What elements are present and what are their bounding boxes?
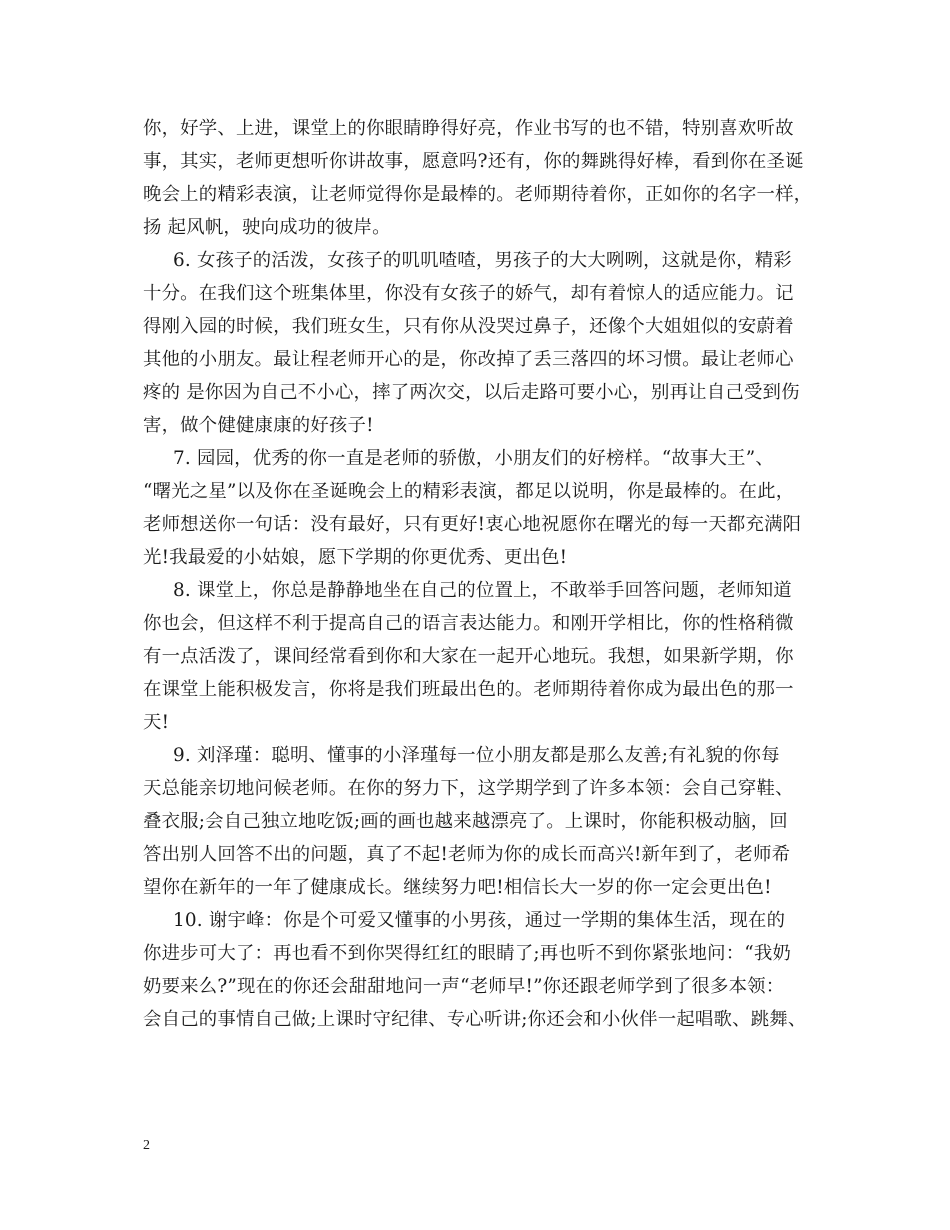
text-line: 疼的 是你因为自己不小心，摔了两次交，以后走路可要小心，别再让自己受到伤 <box>143 382 800 403</box>
document-body <box>143 112 813 1036</box>
text-line: 8. 课堂上，你总是静静地坐在自己的位置上，不敢举手回答问题，老师知道 <box>173 580 792 601</box>
paragraph-6 <box>143 244 813 442</box>
text-line: 答出别人回答不出的问题，真了不起!老师为你的成长而高兴!新年到了，老师希 <box>143 844 791 865</box>
text-line: 叠衣服;会自己独立地吃饭;画的画也越来越漂亮了。上课时，你能积极动脑，回 <box>143 811 788 832</box>
text-line: 6. 女孩子的活泼，女孩子的叽叽喳喳，男孩子的大大咧咧，这就是你，精彩 <box>173 250 792 271</box>
paragraph-8 <box>143 574 813 739</box>
text-line: 7. 园园，优秀的你一直是老师的骄傲，小朋友们的好榜样。“故事大王”、 <box>173 448 774 469</box>
text-line: 天! <box>143 712 170 733</box>
text-line: 光!我最爱的小姑娘，愿下学期的你更优秀、更出色! <box>143 547 568 568</box>
text-line: 9. 刘泽瑾：聪明、懂事的小泽瑾每一位小朋友都是那么友善;有礼貌的你每 <box>173 745 780 766</box>
paragraph-7 <box>143 442 813 574</box>
text-line: 你也会，但这样不利于提高自己的语言表达能力。和刚开学相比，你的性格稍微 <box>143 613 794 634</box>
text-line: 有一点活泼了，课间经常看到你和大家在一起开心地玩。我想，如果新学期，你 <box>143 646 794 667</box>
text-line: 其他的小朋友。最让程老师开心的是，你改掉了丢三落四的坏习惯。最让老师心 <box>143 349 794 370</box>
text-line: 得刚入园的时候，我们班女生，只有你从没哭过鼻子，还像个大姐姐似的安蔚着 <box>143 316 794 337</box>
page-number: 2 <box>143 1138 150 1153</box>
text-line: 害，做个健健康康的好孩子! <box>143 415 374 436</box>
text-line: 天总能亲切地问候老师。在你的努力下，这学期学到了许多本领：会自己穿鞋、 <box>143 778 794 799</box>
text-line: 会自己的事情自己做;上课时守纪律、专心听讲;你还会和小伙伴一起唱歌、跳舞、 <box>143 1009 807 1030</box>
text-line: 十分。在我们这个班集体里，你没有女孩子的娇气，却有着惊人的适应能力。记 <box>143 283 794 304</box>
text-line: 老师想送你一句话：没有最好，只有更好!衷心地祝愿你在曙光的每一天都充满阳 <box>143 514 802 535</box>
text-line: 你，好学、上进，课堂上的你眼睛睁得好亮，作业书写的也不错，特别喜欢听故 <box>143 118 794 139</box>
text-line: “曙光之星”以及你在圣诞晚会上的精彩表演，都足以说明，你是最棒的。在此， <box>143 481 795 502</box>
text-line: 在课堂上能积极发言，你将是我们班最出色的。老师期待着你成为最出色的那一 <box>143 679 794 700</box>
paragraph-9 <box>143 739 813 904</box>
text-line: 事，其实，老师更想听你讲故事，愿意吗?还有，你的舞跳得好棒，看到你在圣诞 <box>143 151 804 172</box>
text-line: 晚会上的精彩表演，让老师觉得你是最棒的。老师期待着你，正如你的名字一样， <box>143 184 813 205</box>
paragraph-10 <box>143 904 813 1036</box>
text-line: 奶要来么?”现在的你还会甜甜地问一声“老师早!”你还跟老师学到了很多本领： <box>143 976 785 997</box>
text-line: 扬 起风帆，驶向成功的彼岸。 <box>143 217 391 238</box>
text-line: 望你在新年的一年了健康成长。继续努力吧!相信长大一岁的你一定会更出色! <box>143 877 772 898</box>
paragraph-continuation <box>143 112 813 244</box>
text-line: 你进步可大了：再也看不到你哭得红红的眼睛了;再也听不到你紧张地问：“我奶 <box>143 943 792 964</box>
text-line: 10. 谢宇峰：你是个可爱又懂事的小男孩，通过一学期的集体生活，现在的 <box>173 910 786 931</box>
